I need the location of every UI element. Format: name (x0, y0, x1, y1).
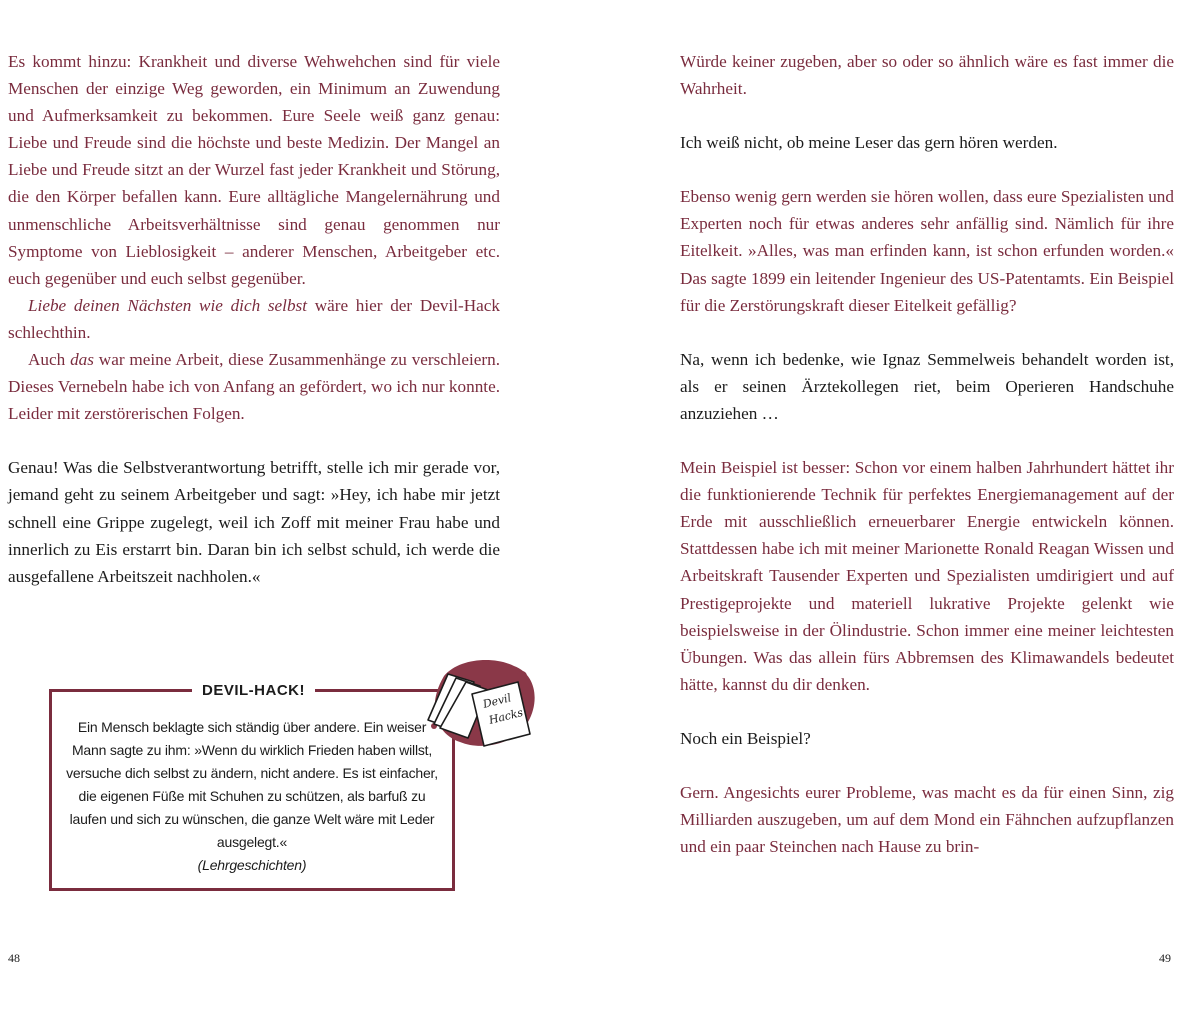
icon-label-hacks: Hacks (487, 705, 525, 727)
page-number-left: 48 (8, 951, 20, 965)
devil-paragraph-6: Mein Beispiel ist besser: Schon vor einem halben Jahrhundert hättet ihr die funktionierende Technik für perfektes Energiemanagement auf der Erde mit ausschließlich erneuerbarer Energie entwickeln können. Stattdessen habe ich mit meiner Marionette Ronald Reagan Wissen und Arbeitskraft Tausender Experten und Spezialisten umdirigiert und auf Prestigeprojekte und materiell lukrative Projekte gelenkt wie beispielsweise in der Ölindustrie. Schon immer eine meiner leichtesten Übungen. Was das allein fürs Abbremsen des Klimawandels bedeutet hätte, kannst du dir denken. (680, 458, 1174, 694)
devil-paragraph-2 (8, 292, 500, 346)
author-paragraph-4: Noch ein Beispiel? (680, 728, 811, 748)
devil-hack-source: (Lehrgeschichten) (197, 857, 307, 873)
devil-paragraph-4: Würde keiner zugeben, aber so oder so ähnlich wäre es fast immer die Wahrheit. (680, 52, 1174, 99)
author-paragraph-1: Genau! Was die Selbstverantwortung betrifft, stelle ich mir gerade vor, jemand geht zu seinem Arbeitgeber und sagt: »Hey, ich habe mir jetzt schnell eine Grippe zugelegt, weil ich Zoff mit meiner Frau habe und innerlich zu Eis erstarrt bin. Daran bin ich selbst schuld, ich werde die ausgefallene Arbeitszeit nachholen.« (8, 458, 500, 586)
page-number-right: 49 (1159, 951, 1171, 965)
devil-hack-text: Ein Mensch beklagte sich ständig über andere. Ein weiser Mann sagte zu ihm: »Wenn du wirklich Frieden haben willst, versuche dich selbst zu ändern, nicht andere. Es ist einfacher, die eigenen Füße mit Schuhen zu schützen, als barfuß zu laufen und sich zu wünschen, die ganze Welt wäre mit Leder ausgelegt.« (66, 719, 438, 850)
devil-hack-box (49, 682, 455, 891)
devil-paragraph-2-italic: Liebe deinen Nächsten wie dich selbst (28, 295, 308, 315)
devil-paragraph-5: Ebenso wenig gern werden sie hören wollen, dass eure Spezialisten und Experten noch für etwas anderes sehr anfällig sind. Nämlich für ihre Eitelkeit. »Alles, was man erfinden kann, ist schon erfunden worden.« Das sagte 1899 ein leitender Ingenieur des US-Patentamts. Ein Beispiel für die Zerstörungskraft dieser Eitelkeit gefällig? (680, 187, 1174, 315)
right-page (680, 48, 1174, 860)
devil-paragraph-1: Es kommt hinzu: Krankheit und diverse Wehwehchen sind für viele Menschen der einzige Weg geworden, ein Minimum an Zuwendung und Aufmerksamkeit zu bekommen. Eure Seele weiß ganz genau: Liebe und Freude sind die höchste und beste Medizin. Der Mangel an Liebe und Freude sitzt an der Wurzel fast jeder Krankheit und Störung, die den Körper befallen kann. Eure alltägliche Mangelernährung und unmenschliche Arbeitsverhältnisse sind genau genommen nur Symptome von Lieblosigkeit – anderer Menschen, Arbeitgeber etc. euch gegenüber und euch selbst gegenüber. (8, 52, 500, 288)
devil-hack-text-block (62, 716, 442, 877)
author-paragraph-3: Na, wenn ich bedenke, wie Ignaz Semmelweis behandelt worden ist, als er seinen Ärztekollegen riet, beim Operieren Handschuhe anzuziehen … (680, 349, 1174, 423)
devil-paragraph-7: Gern. Angesichts eurer Probleme, was macht es da für einen Sinn, zig Milliarden auszugeben, um auf dem Mond ein Fähnchen aufzupflanzen und ein paar Steinchen nach Hause zu brin- (680, 782, 1174, 857)
icon-label-devil: Devil (481, 691, 513, 711)
devil-paragraph-3-start: Auch (28, 350, 71, 370)
devil-paragraph-2-rest: wäre hier der Devil-Hack schlechthin. (8, 295, 500, 342)
devil-paragraph-3-rest: war meine Arbeit, diese Zusammenhänge zu verschleiern. Dieses Vernebeln habe ich von Anfang an gefördert, wo ich nur konnte. Leider mit zerstörerischen Folgen. (8, 350, 500, 424)
devil-hacks-notes-icon (414, 656, 538, 752)
left-page (8, 48, 500, 590)
devil-paragraph-3-italic: das (70, 350, 94, 370)
devil-hack-title: DEVIL-HACK! (192, 680, 315, 702)
author-paragraph-2: Ich weiß nicht, ob meine Leser das gern hören werden. (680, 133, 1058, 153)
devil-paragraph-3 (8, 346, 500, 427)
